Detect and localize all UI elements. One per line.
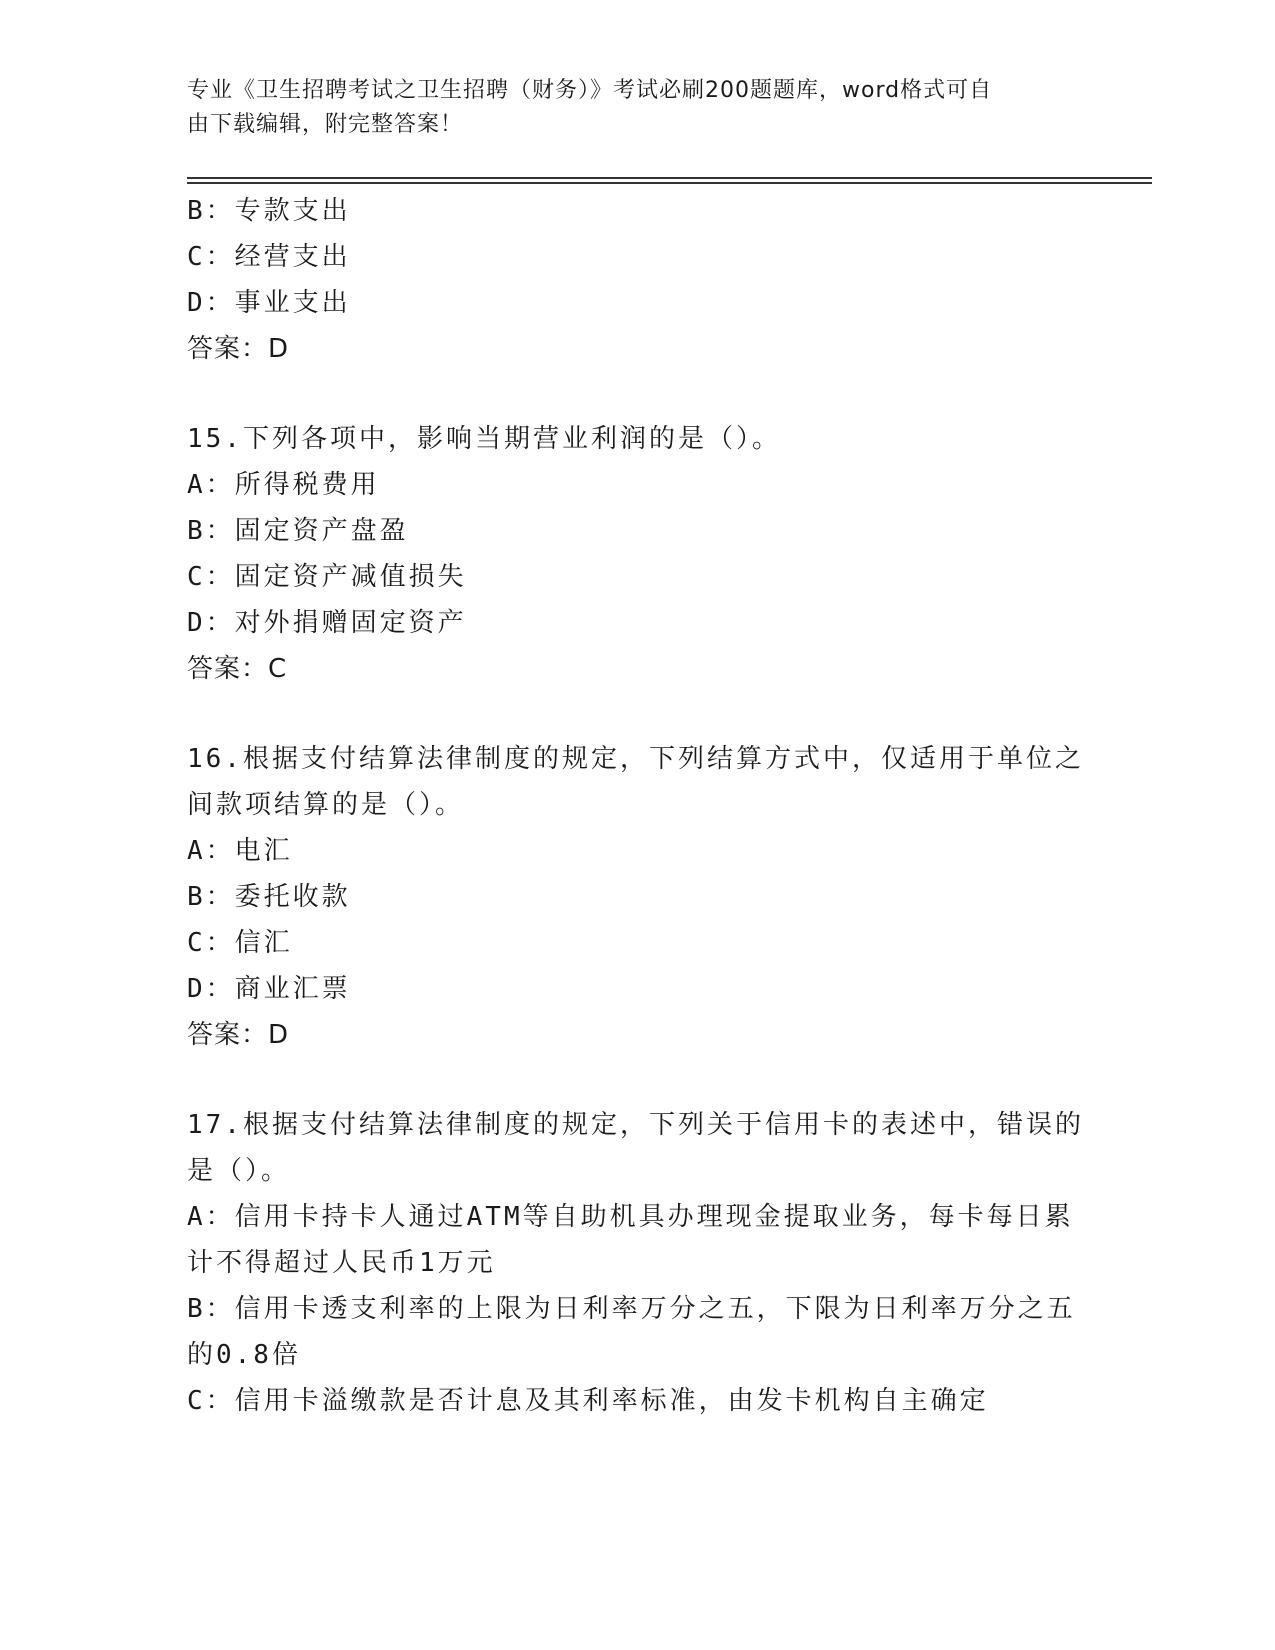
header-rule-bottom (187, 182, 1152, 184)
question-17 (187, 1102, 1087, 1424)
option-c: C：信用卡溢缴款是否计息及其利率标准，由发卡机构自主确定 (187, 1386, 989, 1416)
option-b: B：委托收款 (187, 882, 351, 912)
option-b-line-2: 的0.8倍 (187, 1340, 301, 1370)
question-stem: 15.下列各项中，影响当期营业利润的是（）。 (187, 424, 781, 454)
document-header (187, 74, 1067, 142)
option-a: A：电汇 (187, 836, 293, 866)
question-16 (187, 736, 1087, 1058)
option-a: A：所得税费用 (187, 470, 380, 500)
option-d: D：事业支出 (187, 288, 351, 318)
question-14-tail (187, 188, 1087, 372)
answer: 答案：C (187, 654, 288, 684)
option-d: D：商业汇票 (187, 974, 351, 1004)
header-line-2: 由下载编辑，附完整答案！ (187, 112, 464, 137)
option-a-line-2: 计不得超过人民币1万元 (187, 1248, 496, 1278)
option-d: D：对外捐赠固定资产 (187, 608, 467, 638)
option-b-line-1: B：信用卡透支利率的上限为日利率万分之五，下限为日利率万分之五 (187, 1294, 1076, 1324)
header-rule-top (187, 177, 1152, 179)
option-b: B：固定资产盘盈 (187, 516, 409, 546)
option-a-line-1: A：信用卡持卡人通过ATM等自助机具办理现金提取业务，每卡每日累 (187, 1202, 1074, 1232)
header-line-1: 专业《卫生招聘考试之卫生招聘（财务）》考试必刷200题题库，word格式可自 (187, 78, 993, 103)
question-stem-line-2: 间款项结算的是（）。 (187, 790, 465, 820)
document-body (187, 188, 1087, 1424)
question-stem-line-1: 17.根据支付结算法律制度的规定，下列关于信用卡的表述中，错误的 (187, 1110, 1084, 1140)
question-15 (187, 416, 1087, 692)
option-c: C：固定资产减值损失 (187, 562, 467, 592)
answer: 答案：D (187, 1020, 290, 1050)
question-stem-line-2: 是（）。 (187, 1156, 291, 1186)
option-b: B：专款支出 (187, 196, 351, 226)
question-stem-line-1: 16.根据支付结算法律制度的规定，下列结算方式中，仅适用于单位之 (187, 744, 1084, 774)
answer: 答案：D (187, 334, 290, 364)
option-c: C：信汇 (187, 928, 293, 958)
option-c: C：经营支出 (187, 242, 351, 272)
